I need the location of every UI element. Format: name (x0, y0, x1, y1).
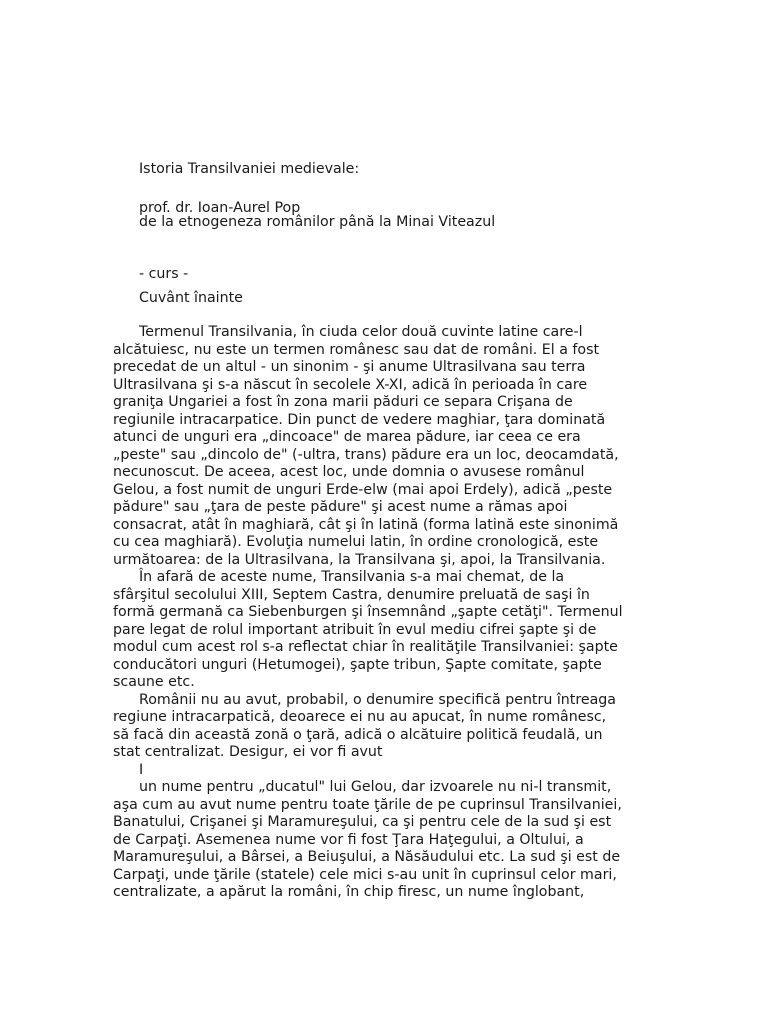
text-line: necunoscut. De aceea, acest loc, unde domnia o avusese românul (113, 464, 585, 480)
text-line: centralizate, a apărut la români, în chip firesc, un nume înglobant, (113, 884, 585, 900)
section-title: Cuvânt înainte (139, 290, 243, 306)
text-line: În afară de aceste nume, Transilvania s-a mai chemat, de la (139, 569, 565, 585)
text-line: sfârşitul secolului XIII, Septem Castra, denumire preluată de saşi în (113, 586, 590, 603)
text-line: Ultrasilvana şi s-a născut în secolele X-XI, adică în perioada în care (113, 376, 588, 393)
text-line: să facă din această zonă o ţară, adică o alcătuire politică feudală, un (113, 726, 603, 743)
text-line: regiunile intracarpatice. Din punct de vedere maghiar, ţara dominată (113, 411, 606, 428)
text-line: conducători unguri (Hetumogei), şapte tribun, Şapte comitate, şapte (113, 656, 602, 673)
text-line: consacrat, atât în maghiară, cât şi în latină (forma latină este sinonimă (113, 516, 619, 533)
text-line: scaune etc. (113, 674, 195, 690)
text-line: atunci de unguri era „dincoace" de marea pădure, iar ceea ce era (113, 429, 581, 445)
text-line: următoarea: de la Ultrasilvana, la Transilvana şi, apoi, la Transilvania. (113, 551, 606, 568)
text-line: regiune intracarpatică, deoarece ei nu au apucat, în nume românesc, (113, 709, 607, 725)
text-line: „peste" sau „dincolo de" (-ultra, trans) pădure era un loc, deocamdată, (113, 446, 619, 463)
author-name: prof. dr. Ioan-Aurel Pop (139, 200, 301, 216)
text-line: graniţa Ungariei a fost în zona marii păduri ce separa Crişana de (113, 394, 573, 410)
course-subtitle: de la etnogeneza românilor până la Minai Viteazul (139, 213, 496, 230)
text-line: aşa cum au avut nume pentru toate ţările de pe cuprinsul Transilvaniei, (113, 796, 622, 813)
text-line: Banatului, Crişanei şi Maramureşului, ca şi pentru cele de la sud şi est (113, 814, 612, 830)
body-text (113, 324, 658, 902)
text-line: de Carpaţi. Asemenea nume vor fi fost Ţara Haţegului, a Oltului, a (113, 831, 584, 848)
text-line: Gelou, a fost numit de unguri Erde-elw (mai apoi Erdely), adică „peste (113, 481, 613, 498)
text-line: Maramureşului, a Bârsei, a Beiuşului, a Năsăudului etc. La sud şi est de (113, 849, 621, 865)
text-line: stat centralizat. Desigur, ei vor fi avut (113, 744, 383, 760)
text-line: formă germană ca Siebenburgen şi însemnând „şapte cetăţi". Termenul (113, 604, 623, 620)
text-line: cu cea maghiară). Evoluţia numelui latin, în ordine cronologică, este (113, 534, 599, 550)
text-line: alcătuiesc, nu este un termen românesc sau dat de români. El a fost (113, 341, 600, 358)
text-line: precedat de un altul - un sinonim - şi anume Ultrasilvana sau terra (113, 359, 586, 375)
text-line: un nume pentru „ducatul" lui Gelou, dar izvoarele nu ni-l transmit, (139, 779, 612, 795)
text-line: Termenul Transilvania, în ciuda celor două cuvinte latine care-l (139, 324, 583, 340)
text-line: pare legat de rolul important atribuit în evul mediu cifrei şapte şi de (113, 621, 597, 638)
text-line: Românii nu au avut, probabil, o denumire specifică pentru întreaga (139, 691, 616, 708)
course-label: - curs - (139, 266, 189, 282)
course-title: Istoria Transilvaniei medievale: (139, 161, 360, 177)
text-line: pădure" sau „ţara de peste pădure" şi acest nume a rămas apoi (113, 499, 568, 515)
text-line: Carpaţi, unde ţările (statele) cele mici s-au unit în cuprinsul celor mari, (113, 866, 617, 883)
page-break-marker: I (139, 761, 144, 778)
text-line: modul cum acest rol s-a reflectat chiar în realităţile Transilvaniei: şapte (113, 639, 618, 655)
